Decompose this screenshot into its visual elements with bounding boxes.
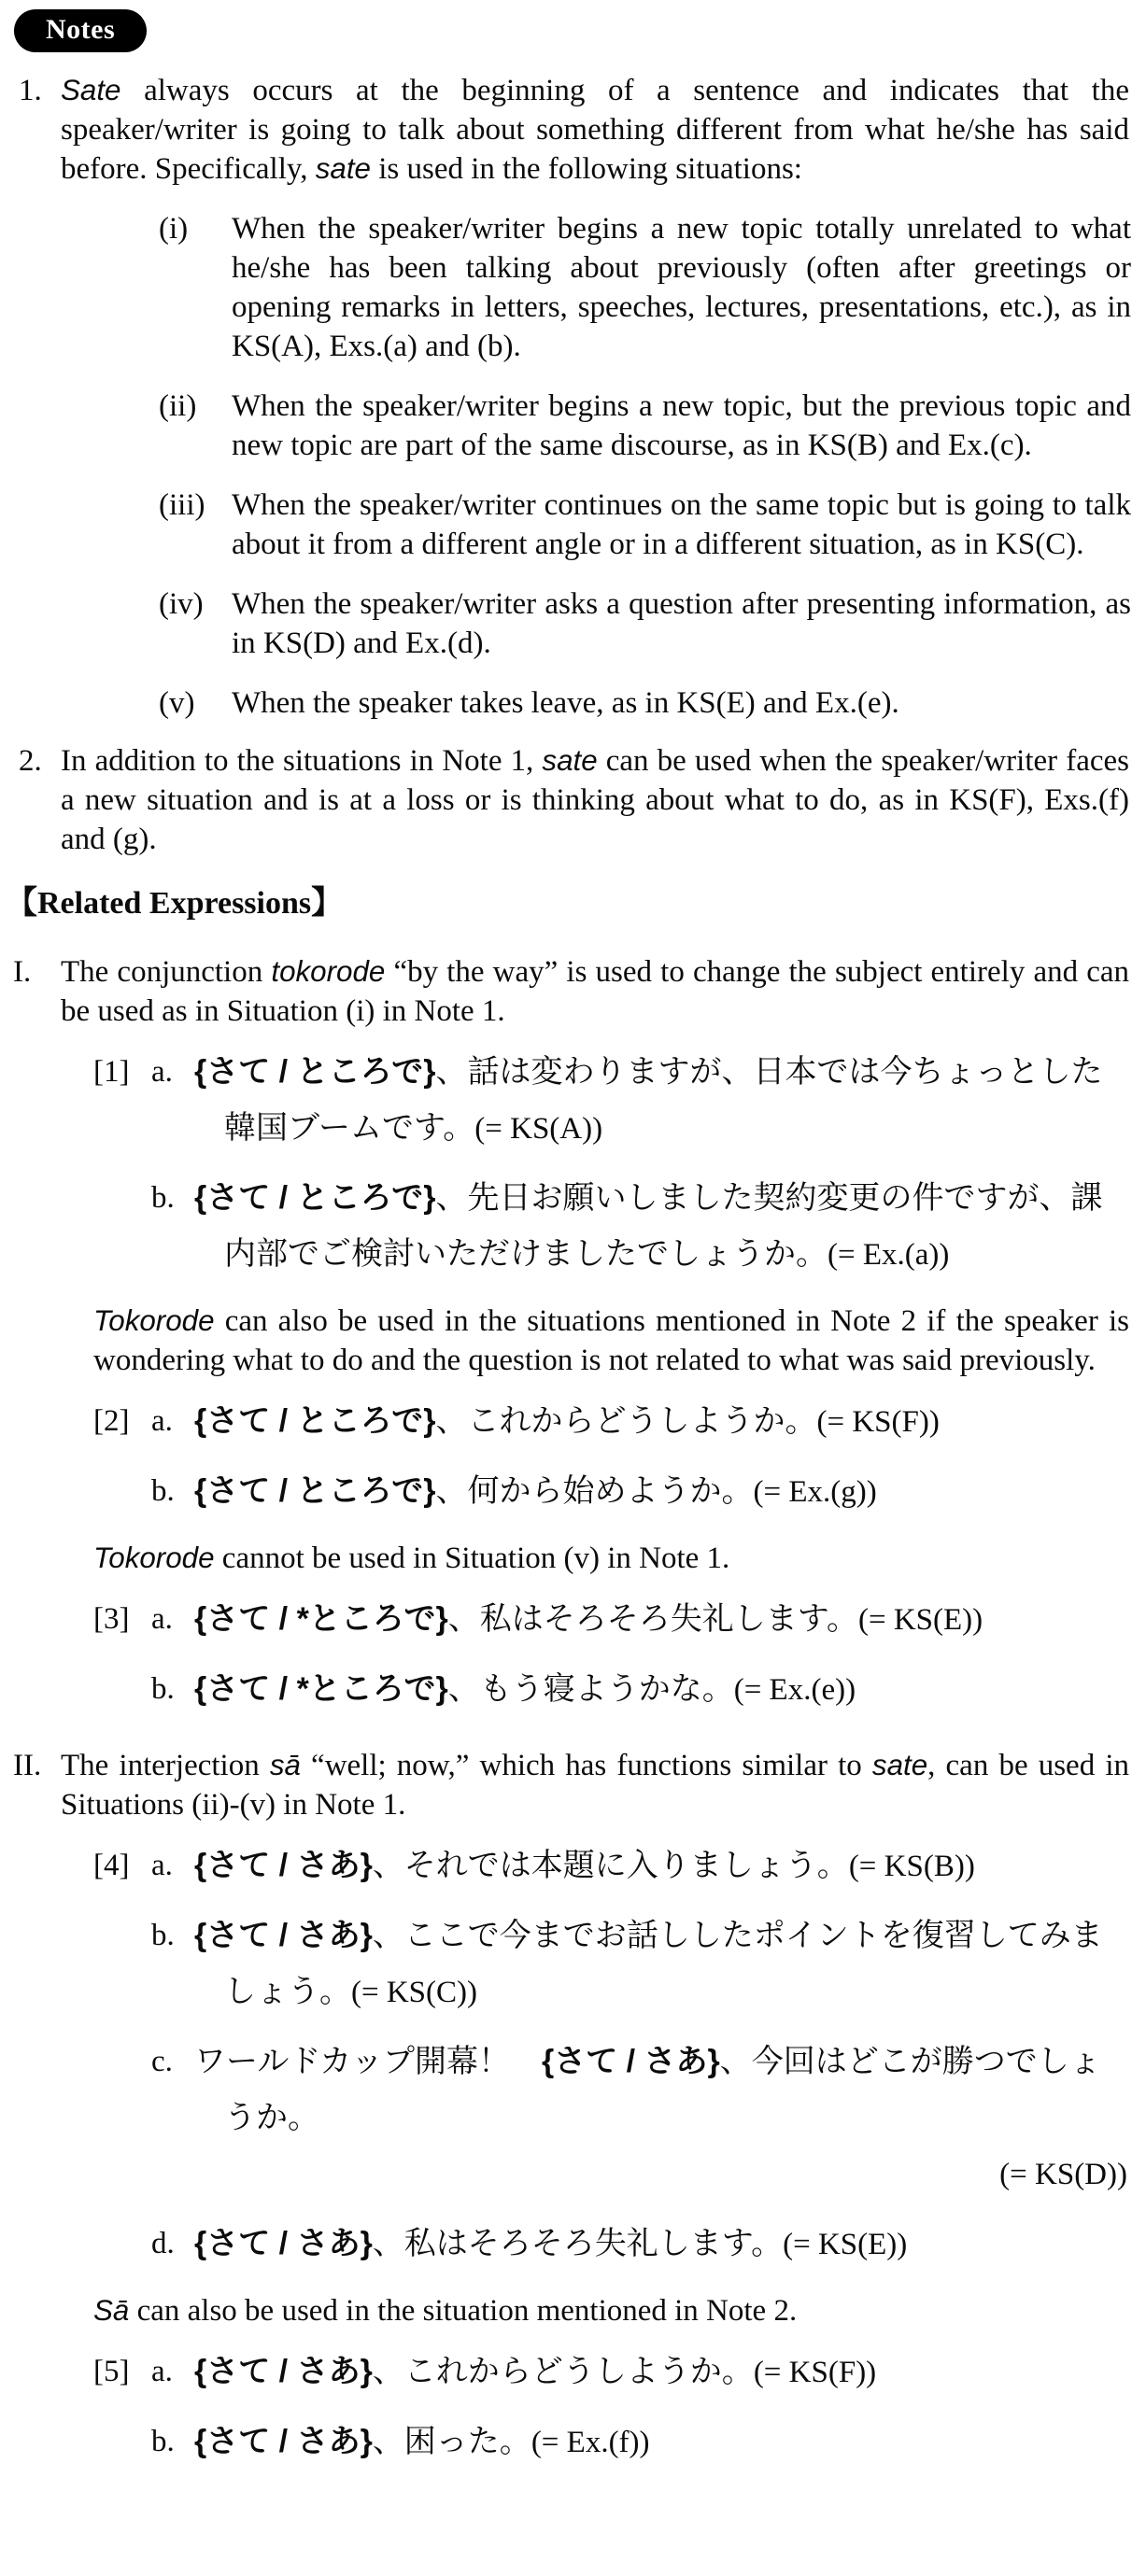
text-segment: is used in the following situations: xyxy=(370,152,802,186)
text-segment: 、先日お願いしました契約変更の件ですが、課内部でご検討いただけましたでしょうか。 xyxy=(224,1181,1103,1272)
example-group-marker: [4] xyxy=(93,1849,130,1882)
example-line xyxy=(93,2216,1131,2273)
text-segment: In addition to the situations in Note 1, xyxy=(61,744,543,778)
example-letter-marker: a. xyxy=(151,1404,173,1438)
example-line xyxy=(93,1170,1131,1283)
text-segment: Tokorode xyxy=(93,1541,215,1574)
situation-item xyxy=(159,387,1131,465)
block-text xyxy=(232,209,1131,366)
text-segment: 、これからどうしようか。 xyxy=(435,1404,817,1439)
block-text xyxy=(194,1463,1131,1520)
block-text xyxy=(232,584,1131,663)
item-marker: (ii) xyxy=(159,389,197,423)
block-text xyxy=(194,2216,1131,2273)
example-line xyxy=(93,1837,1131,1894)
text-segment: {さて / さあ} xyxy=(194,1848,373,1883)
text-segment: cannot be used in Situation (v) in Note 1. xyxy=(214,1541,730,1575)
text-segment: (= KS(A)) xyxy=(474,1112,603,1146)
notes-badge xyxy=(14,9,147,52)
block-text xyxy=(194,1591,1131,1648)
related-expressions-section xyxy=(0,952,1146,2470)
notes-blocks xyxy=(0,71,1146,859)
text-segment: {さて / さあ} xyxy=(194,2354,373,2389)
related-expression-item xyxy=(13,1746,1129,1824)
block-text xyxy=(194,1170,1131,1283)
text-segment: “well; now,” which has functions similar to xyxy=(300,1749,872,1782)
note-item xyxy=(19,741,1129,859)
related-expression-item xyxy=(13,952,1129,1031)
text-segment: (= Ex.(a)) xyxy=(828,1238,950,1272)
block-text xyxy=(232,683,1131,723)
block-text xyxy=(61,1746,1129,1824)
text-segment: sā xyxy=(269,1749,301,1781)
block-text xyxy=(194,1393,1131,1450)
item-marker: 1. xyxy=(19,74,42,107)
example-letter-marker: b. xyxy=(151,2425,175,2458)
item-marker: (i) xyxy=(159,212,189,246)
block-text xyxy=(232,387,1131,465)
text-segment: (= KS(E)) xyxy=(857,1603,983,1637)
example-line xyxy=(93,1591,1131,1648)
text-segment: {さて / *ところで} xyxy=(194,1601,448,1637)
related-expressions-blocks xyxy=(0,952,1146,2470)
explanation-paragraph xyxy=(93,1539,1129,1578)
text-segment: {さて / ところで} xyxy=(194,1473,436,1509)
notes-badge-label: Notes xyxy=(46,14,116,45)
text-segment: (= KS(F)) xyxy=(753,2356,877,2389)
text-segment: When the speaker/writer begins a new topic, but the previous topic and new topic are part of the same discourse, as in KS(B) and Ex.(c). xyxy=(232,389,1131,462)
situation-item xyxy=(159,209,1131,366)
explanation-paragraph xyxy=(93,2291,1129,2330)
text-segment: Sate xyxy=(61,74,121,106)
note-item xyxy=(19,71,1129,189)
block-text xyxy=(194,1907,1131,2020)
text-segment: {さて / さあ} xyxy=(194,1918,373,1953)
block-text xyxy=(93,2291,1129,2330)
block-text xyxy=(61,71,1129,189)
text-segment: sate xyxy=(542,744,598,777)
item-marker: 2. xyxy=(19,744,42,778)
text-segment: When the speaker/writer asks a question after presenting information, as in KS(D) and Ex.(d). xyxy=(232,587,1131,660)
example-letter-marker: a. xyxy=(151,1602,173,1636)
text-segment: , can be used in Situations (ii)-(v) in Note 1. xyxy=(61,1749,1129,1822)
text-segment: can also be used in the situation mentioned in Note 2. xyxy=(129,2294,798,2328)
item-marker: I. xyxy=(13,955,32,989)
text-segment: 、もう寝ようかな。 xyxy=(447,1672,734,1707)
example-line xyxy=(93,2414,1131,2470)
example-group-marker: [2] xyxy=(93,1404,130,1438)
text-segment: 、何から始めようか。 xyxy=(435,1474,754,1509)
example-line xyxy=(93,2034,1131,2203)
text-segment: {さて / さあ} xyxy=(194,2226,373,2261)
text-segment: ワールドカップ開幕！ xyxy=(194,2045,542,2079)
text-segment: (= KS(F)) xyxy=(816,1405,940,1439)
block-text xyxy=(194,2414,1131,2470)
text-segment: can also be used in the situations mentioned in Note 2 if the speaker is wondering what to do and the question is not related to what was said previously. xyxy=(93,1304,1129,1377)
example-line xyxy=(93,1661,1131,1718)
block-text xyxy=(194,1661,1131,1718)
text-segment: tokorode xyxy=(271,955,386,988)
text-segment: Sā xyxy=(93,2294,130,2327)
example-letter-marker: c. xyxy=(151,2045,173,2078)
text-segment: {さて / ところで} xyxy=(194,1180,436,1216)
right-aligned-reference: (= KS(D)) xyxy=(999,2158,1127,2191)
item-marker: II. xyxy=(13,1749,42,1782)
text-segment: (= Ex.(f)) xyxy=(531,2426,650,2459)
example-line xyxy=(93,2344,1131,2400)
block-text xyxy=(194,2344,1131,2400)
block-text xyxy=(194,2034,1131,2203)
example-letter-marker: b. xyxy=(151,1672,175,1706)
block-text xyxy=(93,1302,1129,1380)
text-segment: (= Ex.(e)) xyxy=(733,1673,856,1707)
text-segment: {さて / さあ} xyxy=(194,2424,373,2459)
text-segment: 、今回はどこが勝つでしょうか。 xyxy=(224,2045,1101,2135)
situation-item xyxy=(159,683,1131,723)
item-marker: (iv) xyxy=(159,587,204,621)
text-segment: sate xyxy=(315,152,371,185)
item-marker: (v) xyxy=(159,686,195,720)
example-line xyxy=(93,1907,1131,2020)
text-segment: {さて / さあ} xyxy=(541,2044,720,2079)
example-letter-marker: b. xyxy=(151,1919,175,1952)
text-segment: (= KS(E)) xyxy=(783,2228,908,2261)
text-segment: 、話は変わりますが、日本では今ちょっとした韓国ブームです。 xyxy=(224,1055,1103,1146)
example-line xyxy=(93,1463,1131,1520)
block-text xyxy=(194,1837,1131,1894)
text-segment: always occurs at the beginning of a sentence and indicates that the speaker/writer is going to talk about something different from what he/she has said before. Specifically, xyxy=(61,74,1129,186)
text-segment: can be used when the speaker/writer faces a new situation and is at a loss or is thinking about what to do, as in KS(F), Exs.(f) and (g). xyxy=(61,744,1130,856)
situation-item xyxy=(159,486,1131,564)
block-text xyxy=(61,952,1129,1031)
text-segment: {さて / *ところで} xyxy=(194,1671,448,1707)
example-letter-marker: a. xyxy=(151,1055,173,1089)
explanation-paragraph xyxy=(93,1302,1129,1380)
text-segment: “by the way” is used to change the subject entirely and can be used as in Situation (i) in Note 1. xyxy=(61,955,1130,1028)
block-text xyxy=(194,1044,1131,1157)
text-segment: {さて / ところで} xyxy=(194,1403,436,1439)
block-text xyxy=(232,486,1131,564)
text-segment: The interjection xyxy=(61,1749,270,1782)
block-text xyxy=(93,1539,1129,1578)
text-segment: Tokorode xyxy=(93,1304,215,1337)
text-segment: (= KS(B)) xyxy=(848,1850,975,1883)
text-segment: 、私はそろそろ失礼します。 xyxy=(372,2227,784,2261)
text-segment: sate xyxy=(871,1749,928,1781)
notes-section xyxy=(0,71,1146,859)
example-group-marker: [1] xyxy=(93,1055,130,1089)
text-segment: {さて / ところで} xyxy=(194,1054,436,1090)
text-segment: (= Ex.(g)) xyxy=(753,1475,877,1509)
example-line xyxy=(93,1393,1131,1450)
related-expressions-heading: 【Related Expressions】 xyxy=(6,886,344,921)
example-letter-marker: a. xyxy=(151,2355,173,2388)
example-letter-marker: b. xyxy=(151,1474,175,1508)
text-segment: When the speaker/writer continues on the same topic but is going to talk about it from a different angle or in a different situation, as in KS(C). xyxy=(232,488,1131,561)
text-segment: 、これからどうしようか。 xyxy=(372,2355,754,2389)
text-segment: (= KS(C)) xyxy=(351,1976,478,2009)
item-marker: (iii) xyxy=(159,488,205,522)
text-segment: The conjunction xyxy=(61,955,272,989)
text-segment: When the speaker takes leave, as in KS(E) and Ex.(e). xyxy=(232,686,899,720)
text-segment: When the speaker/writer begins a new topic totally unrelated to what he/she has been talking about previously (often after greetings or opening remarks in letters, speeches, lectures, presentations, etc.), as in KS(A), Exs.(a) and (b). xyxy=(232,212,1131,363)
example-letter-marker: a. xyxy=(151,1849,173,1882)
example-group-marker: [5] xyxy=(93,2355,130,2388)
text-segment: 、私はそろそろ失礼します。 xyxy=(447,1602,858,1637)
text-segment: 、それでは本題に入りましょう。 xyxy=(372,1849,849,1883)
example-group-marker: [3] xyxy=(93,1602,130,1636)
example-letter-marker: b. xyxy=(151,1181,175,1215)
situation-item xyxy=(159,584,1131,663)
text-segment: 、困った。 xyxy=(372,2425,531,2459)
example-line xyxy=(93,1044,1131,1157)
text-segment: 、ここで今までお話ししたポイントを復習してみましょう。 xyxy=(224,1919,1103,2009)
example-letter-marker: d. xyxy=(151,2227,175,2260)
block-text xyxy=(61,741,1129,859)
